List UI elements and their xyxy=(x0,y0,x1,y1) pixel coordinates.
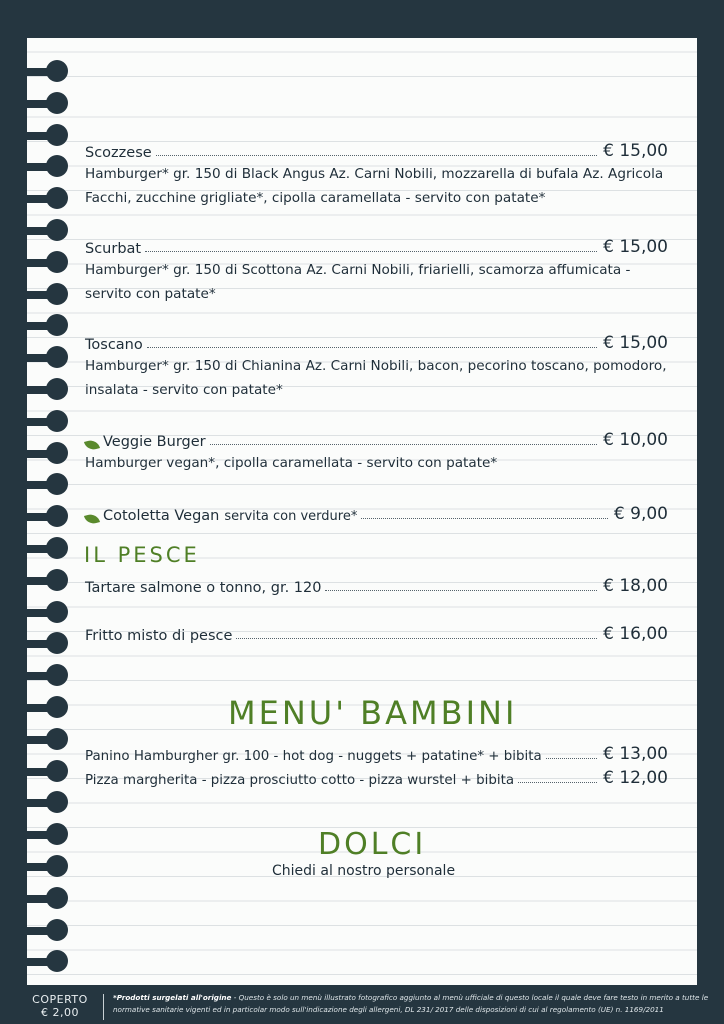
binding-ring xyxy=(20,442,66,466)
binding-ring xyxy=(20,696,66,720)
coperto-price: € 2,00 xyxy=(41,1006,79,1019)
item-name: Fritto misto di pesce xyxy=(85,628,233,644)
binding-ring xyxy=(20,728,66,752)
binding-ring xyxy=(20,760,66,784)
menu-item-toscano xyxy=(85,329,668,353)
item-name: Cotoletta Vegan xyxy=(103,508,220,524)
menu-item-scurbat xyxy=(85,233,668,257)
menu-item-bambini-2 xyxy=(85,764,668,788)
binding-ring xyxy=(20,187,66,211)
menu-item-scozzese xyxy=(85,137,668,161)
menu-item-veggie-burger xyxy=(85,426,668,450)
binding-ring xyxy=(20,92,66,116)
dot-leader xyxy=(546,758,597,759)
dot-leader xyxy=(325,590,597,591)
leaf-icon xyxy=(84,512,100,525)
item-price: € 15,00 xyxy=(603,333,668,353)
binding-ring xyxy=(20,823,66,847)
footer-note xyxy=(113,992,713,1016)
note-text: - Questo è solo un menù illustrato fotografico aggiunto al menù ufficiale di questo locale il quale deve fare testo in merito a tutte le normative sanitarie vigenti ed in particolar modo sull'indicazione degli allergeni, DL 231/ 2017 delle disposizioni di cui al regolamento (UE) n. 1169/2011 xyxy=(113,993,709,1014)
item-price: € 9,00 xyxy=(613,504,668,524)
binding-ring xyxy=(20,887,66,911)
item-name: Pizza margherita - pizza prosciutto cotto - pizza wurstel + bibita xyxy=(85,773,515,788)
section-title-pesce: IL PESCE xyxy=(84,543,200,567)
item-name: Scurbat xyxy=(85,241,142,257)
item-price: € 13,00 xyxy=(603,744,668,764)
dot-leader xyxy=(518,782,597,783)
item-price: € 12,00 xyxy=(603,768,668,788)
dot-leader xyxy=(210,444,597,445)
item-suffix: servita con verdure* xyxy=(224,509,358,524)
binding-ring xyxy=(20,155,66,179)
binding-ring xyxy=(20,537,66,561)
item-price: € 15,00 xyxy=(603,141,668,161)
item-price: € 15,00 xyxy=(603,237,668,257)
binding-ring xyxy=(20,283,66,307)
binding-ring xyxy=(20,855,66,879)
menu-item-bambini-1 xyxy=(85,740,668,764)
coperto-box xyxy=(28,993,92,1019)
menu-item-tartare xyxy=(85,572,668,596)
item-description: Hamburger* gr. 150 di Scottona Az. Carni Nobili, friarielli, scamorza affumicata - servito con patate* xyxy=(85,262,631,303)
coperto-label: COPERTO xyxy=(32,993,88,1006)
dot-leader xyxy=(361,518,608,519)
section-title-dolci: DOLCI xyxy=(318,827,427,862)
binding-ring xyxy=(20,346,66,370)
item-description: Hamburger vegan*, cipolla caramellata - servito con patate* xyxy=(85,455,498,471)
footer xyxy=(0,988,724,1024)
item-name: Scozzese xyxy=(85,145,152,161)
menu-item-cotoletta-vegan xyxy=(85,500,668,524)
dolci-subtitle: Chiedi al nostro personale xyxy=(272,863,456,879)
binding-ring xyxy=(20,314,66,338)
section-title-bambini: MENU' BAMBINI xyxy=(228,694,518,732)
item-price: € 16,00 xyxy=(603,624,668,644)
dot-leader xyxy=(156,155,597,156)
dot-leader xyxy=(145,251,597,252)
footer-divider xyxy=(103,994,104,1020)
item-name: Toscano xyxy=(85,337,143,353)
binding-ring xyxy=(20,60,66,84)
binding-ring xyxy=(20,378,66,402)
dot-leader xyxy=(147,347,597,348)
note-bold: *Prodotti surgelati all'origine xyxy=(113,993,232,1002)
binding-ring xyxy=(20,664,66,688)
menu-item-fritto-misto xyxy=(85,620,668,644)
item-name: Veggie Burger xyxy=(103,434,206,450)
dot-leader xyxy=(236,638,597,639)
binding-ring xyxy=(20,791,66,815)
binding-ring xyxy=(20,569,66,593)
item-price: € 18,00 xyxy=(603,576,668,596)
spiral-binding xyxy=(0,60,80,980)
item-description: Hamburger* gr. 150 di Chianina Az. Carni Nobili, bacon, pecorino toscano, pomodoro, insalata - servito con patate* xyxy=(85,358,667,399)
binding-ring xyxy=(20,505,66,529)
item-name: Panino Hamburgher gr. 100 - hot dog - nuggets + patatine* + bibita xyxy=(85,749,542,764)
binding-ring xyxy=(20,410,66,434)
binding-ring xyxy=(20,219,66,243)
binding-ring xyxy=(20,632,66,656)
binding-ring xyxy=(20,124,66,148)
binding-ring xyxy=(20,473,66,497)
item-description: Hamburger* gr. 150 di Black Angus Az. Carni Nobili, mozzarella di bufala Az. Agricola Facchi, zucchine grigliate*, cipolla caramellata - servito con patate* xyxy=(85,166,664,207)
binding-ring xyxy=(20,251,66,275)
item-price: € 10,00 xyxy=(603,430,668,450)
binding-ring xyxy=(20,950,66,974)
binding-ring xyxy=(20,601,66,625)
item-name: Tartare salmone o tonno, gr. 120 xyxy=(85,580,322,596)
binding-ring xyxy=(20,919,66,943)
leaf-icon xyxy=(84,438,100,451)
